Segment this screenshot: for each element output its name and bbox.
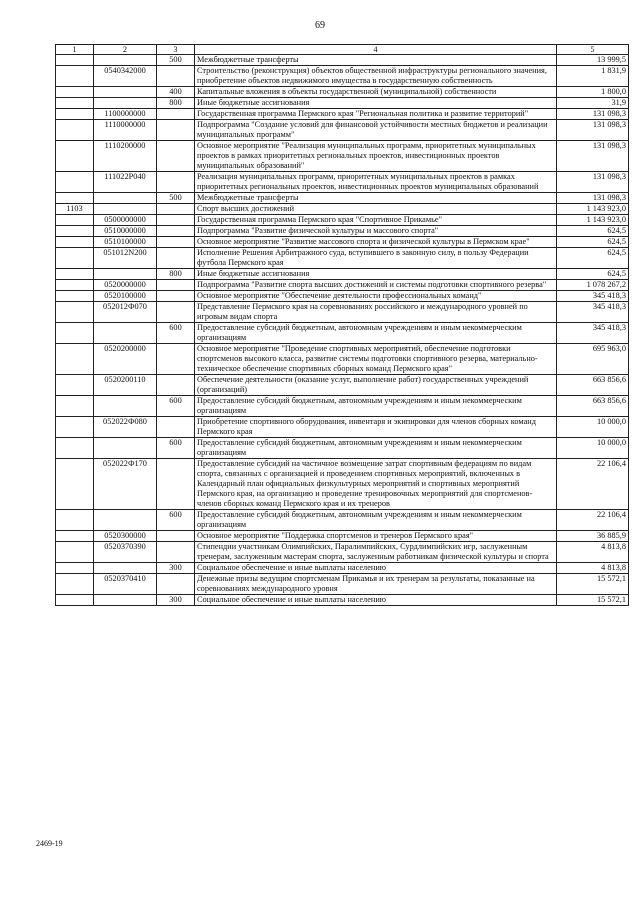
expense-type-cell <box>157 215 195 226</box>
expense-type-cell <box>157 66 195 87</box>
section-code-cell <box>56 109 94 120</box>
target-code-cell: 0510100000 <box>94 237 157 248</box>
amount-cell: 624,5 <box>557 226 629 237</box>
table-row <box>56 302 629 323</box>
header-row <box>56 45 629 55</box>
section-code-cell <box>56 55 94 66</box>
table-row <box>56 291 629 302</box>
target-code-cell: 0510000000 <box>94 226 157 237</box>
item-name-cell: Основное мероприятие "Проведение спортивных мероприятий, обеспечение подготовки спортсменов высокого класса, развитие системы подготовки спортивного резерва, материально-техническое обеспечение спортивных сборных команд Пермского края" <box>195 344 557 375</box>
section-code-cell <box>56 193 94 204</box>
expense-type-cell <box>157 141 195 172</box>
header-cell-section: 1 <box>56 45 94 55</box>
section-code-cell <box>56 417 94 438</box>
expense-type-cell <box>157 280 195 291</box>
item-name-cell: Основное мероприятие "Развитие массового спорта и физической культуры в Пермском крае" <box>195 237 557 248</box>
section-code-cell <box>56 66 94 87</box>
item-name-cell: Социальное обеспечение и иные выплаты населению <box>195 563 557 574</box>
table-row <box>56 204 629 215</box>
section-code-cell <box>56 120 94 141</box>
item-name-cell: Представление Пермского края на соревнованиях российского и международного уровней по игровым видам спорта <box>195 302 557 323</box>
section-code-cell <box>56 459 94 510</box>
item-name-cell: Обеспечение деятельности (оказание услуг, выполнение работ) государственных учреждений (организаций) <box>195 375 557 396</box>
header-cell-type: 3 <box>157 45 195 55</box>
expense-type-cell <box>157 574 195 595</box>
section-code-cell <box>56 438 94 459</box>
target-code-cell: 0520370410 <box>94 574 157 595</box>
item-name-cell: Капитальные вложения в объекты государственной (муниципальной) собственности <box>195 87 557 98</box>
target-code-cell <box>94 438 157 459</box>
amount-cell: 13 999,5 <box>557 55 629 66</box>
target-code-cell: 0520200000 <box>94 344 157 375</box>
expense-type-cell <box>157 109 195 120</box>
expense-type-cell <box>157 417 195 438</box>
target-code-cell: 1100000000 <box>94 109 157 120</box>
amount-cell: 624,5 <box>557 237 629 248</box>
item-name-cell: Строительство (реконструкция) объектов общественной инфраструктуры регионального значения, приобретение объектов недвижимого имущества в государственную собственность <box>195 66 557 87</box>
item-name-cell: Подпрограмма "Развитие спорта высших достижений и системы подготовки спортивного резерва" <box>195 280 557 291</box>
table-row <box>56 98 629 109</box>
table-row <box>56 109 629 120</box>
target-code-cell <box>94 510 157 531</box>
target-code-cell: 052022Ф170 <box>94 459 157 510</box>
item-name-cell: Основное мероприятие "Реализация муниципальных программ, приоритетных муниципальных проектов в рамках приоритетных региональных проектов, инвестиционных проектов муниципальных образований" <box>195 141 557 172</box>
table-row <box>56 280 629 291</box>
item-name-cell: Стипендии участникам Олимпийских, Паралимпийских, Сурдлимпийских игр, заслуженным тренерам, заслуженным мастерам спорта, заслуженным работникам физической культуры и спорта <box>195 542 557 563</box>
amount-cell: 1 831,9 <box>557 66 629 87</box>
item-name-cell: Предоставление субсидий бюджетным, автономным учреждениям и иным некоммерческим организациям <box>195 510 557 531</box>
expense-type-cell <box>157 120 195 141</box>
section-code-cell <box>56 87 94 98</box>
section-code-cell <box>56 172 94 193</box>
item-name-cell: Предоставление субсидий бюджетным, автономным учреждениям и иным некоммерческим организациям <box>195 323 557 344</box>
item-name-cell: Основное мероприятие "Обеспечение деятельности профессиональных команд" <box>195 291 557 302</box>
section-code-cell <box>56 269 94 280</box>
table-row <box>56 87 629 98</box>
amount-cell: 131 098,3 <box>557 172 629 193</box>
table-row <box>56 417 629 438</box>
target-code-cell: 1110200000 <box>94 141 157 172</box>
target-code-cell <box>94 563 157 574</box>
table-row <box>56 120 629 141</box>
item-name-cell: Предоставление субсидий бюджетным, автономным учреждениям и иным некоммерческим организациям <box>195 396 557 417</box>
item-name-cell: Реализация муниципальных программ, приоритетных муниципальных проектов в рамках приоритетных региональных проектов, инвестиционных проектов муниципальных образований <box>195 172 557 193</box>
table-row <box>56 226 629 237</box>
item-name-cell: Предоставление субсидий бюджетным, автономным учреждениям и иным некоммерческим организациям <box>195 438 557 459</box>
table-row <box>56 438 629 459</box>
section-code-cell <box>56 98 94 109</box>
target-code-cell: 0520200110 <box>94 375 157 396</box>
header-cell-name: 4 <box>195 45 557 55</box>
expense-type-cell <box>157 459 195 510</box>
target-code-cell: 0520100000 <box>94 291 157 302</box>
table-row <box>56 237 629 248</box>
item-name-cell: Межбюджетные трансферты <box>195 193 557 204</box>
target-code-cell: 0520300000 <box>94 531 157 542</box>
amount-cell: 624,5 <box>557 269 629 280</box>
target-code-cell <box>94 204 157 215</box>
table-row <box>56 269 629 280</box>
section-code-cell <box>56 291 94 302</box>
section-code-cell <box>56 542 94 563</box>
table-row <box>56 531 629 542</box>
table-row <box>56 55 629 66</box>
amount-cell: 345 418,3 <box>557 302 629 323</box>
table-row <box>56 248 629 269</box>
amount-cell: 663 856,6 <box>557 375 629 396</box>
amount-cell: 624,5 <box>557 248 629 269</box>
target-code-cell <box>94 269 157 280</box>
item-name-cell: Спорт высших достижений <box>195 204 557 215</box>
amount-cell: 15 572,1 <box>557 595 629 606</box>
item-name-cell: Исполнение Решения Арбитражного суда, вступившего в законную силу, в пользу Федерации футбола Пермского края <box>195 248 557 269</box>
target-code-cell <box>94 193 157 204</box>
target-code-cell: 0520000000 <box>94 280 157 291</box>
item-name-cell: Государственная программа Пермского края "Спортивное Прикамье" <box>195 215 557 226</box>
table-row <box>56 459 629 510</box>
header-cell-target: 2 <box>94 45 157 55</box>
expense-type-cell <box>157 237 195 248</box>
table-row <box>56 542 629 563</box>
target-code-cell <box>94 595 157 606</box>
expense-type-cell <box>157 531 195 542</box>
target-code-cell <box>94 323 157 344</box>
expense-type-cell <box>157 172 195 193</box>
section-code-cell <box>56 237 94 248</box>
table-row <box>56 323 629 344</box>
section-code-cell <box>56 563 94 574</box>
amount-cell: 31,9 <box>557 98 629 109</box>
expense-type-cell <box>157 291 195 302</box>
expense-type-cell: 600 <box>157 510 195 531</box>
expense-type-cell <box>157 204 195 215</box>
expense-type-cell <box>157 344 195 375</box>
target-code-cell: 052022Ф080 <box>94 417 157 438</box>
amount-cell: 10 000,0 <box>557 417 629 438</box>
table-row <box>56 141 629 172</box>
amount-cell: 1 800,0 <box>557 87 629 98</box>
item-name-cell: Государственная программа Пермского края "Региональная политика и развитие территорий" <box>195 109 557 120</box>
amount-cell: 4 813,8 <box>557 563 629 574</box>
section-code-cell <box>56 344 94 375</box>
expense-type-cell <box>157 375 195 396</box>
amount-cell: 131 098,3 <box>557 193 629 204</box>
page-number: 69 <box>315 20 325 31</box>
item-name-cell: Межбюджетные трансферты <box>195 55 557 66</box>
expense-type-cell <box>157 302 195 323</box>
amount-cell: 131 098,3 <box>557 109 629 120</box>
amount-cell: 1 143 923,0 <box>557 215 629 226</box>
amount-cell: 22 106,4 <box>557 459 629 510</box>
target-code-cell: 051012N200 <box>94 248 157 269</box>
target-code-cell: 111022P040 <box>94 172 157 193</box>
section-code-cell <box>56 226 94 237</box>
header-cell-amount: 5 <box>557 45 629 55</box>
expense-type-cell: 800 <box>157 269 195 280</box>
amount-cell: 695 963,0 <box>557 344 629 375</box>
expense-type-cell <box>157 248 195 269</box>
section-code-cell: 1103 <box>56 204 94 215</box>
section-code-cell <box>56 280 94 291</box>
amount-cell: 15 572,1 <box>557 574 629 595</box>
table-row <box>56 344 629 375</box>
section-code-cell <box>56 595 94 606</box>
table-row <box>56 375 629 396</box>
target-code-cell: 0500000000 <box>94 215 157 226</box>
section-code-cell <box>56 531 94 542</box>
target-code-cell: 0540342000 <box>94 66 157 87</box>
expense-type-cell <box>157 542 195 563</box>
table-row <box>56 595 629 606</box>
amount-cell: 10 000,0 <box>557 438 629 459</box>
target-code-cell <box>94 98 157 109</box>
item-name-cell: Иные бюджетные ассигнования <box>195 269 557 280</box>
item-name-cell: Предоставление субсидий на частичное возмещение затрат спортивным федерациям по видам спорта, связанных с организацией и проведением спортивных мероприятий, включенных в Календарный план официальных физкультурных мероприятий и спортивных мероприятий Пермского края, на организацию и проведение тренировочных мероприятий для спортсменов-членов сборных команд Пермского края и их тренеров <box>195 459 557 510</box>
document-code: 2469-19 <box>36 839 63 848</box>
target-code-cell <box>94 87 157 98</box>
expense-type-cell: 600 <box>157 323 195 344</box>
table-row <box>56 574 629 595</box>
section-code-cell <box>56 215 94 226</box>
section-code-cell <box>56 141 94 172</box>
expense-type-cell: 600 <box>157 396 195 417</box>
budget-table <box>55 44 629 606</box>
table-row <box>56 172 629 193</box>
section-code-cell <box>56 323 94 344</box>
amount-cell: 345 418,3 <box>557 291 629 302</box>
target-code-cell <box>94 396 157 417</box>
section-code-cell <box>56 375 94 396</box>
amount-cell: 22 106,4 <box>557 510 629 531</box>
amount-cell: 36 885,9 <box>557 531 629 542</box>
section-code-cell <box>56 248 94 269</box>
item-name-cell: Приобретение спортивного оборудования, инвентаря и экипировки для членов сборных команд Пермского края <box>195 417 557 438</box>
amount-cell: 4 813,8 <box>557 542 629 563</box>
section-code-cell <box>56 302 94 323</box>
section-code-cell <box>56 396 94 417</box>
section-code-cell <box>56 574 94 595</box>
amount-cell: 345 418,3 <box>557 323 629 344</box>
target-code-cell: 0520370390 <box>94 542 157 563</box>
amount-cell: 1 078 267,2 <box>557 280 629 291</box>
amount-cell: 131 098,3 <box>557 120 629 141</box>
table-row <box>56 193 629 204</box>
target-code-cell: 052012Ф070 <box>94 302 157 323</box>
expense-type-cell <box>157 226 195 237</box>
table-row <box>56 510 629 531</box>
table-row <box>56 396 629 417</box>
expense-type-cell: 400 <box>157 87 195 98</box>
section-code-cell <box>56 510 94 531</box>
expense-type-cell: 500 <box>157 55 195 66</box>
expense-type-cell: 500 <box>157 193 195 204</box>
item-name-cell: Подпрограмма "Создание условий для финансовой устойчивости местных бюджетов и реализации муниципальных программ" <box>195 120 557 141</box>
item-name-cell: Подпрограмма "Развитие физической культуры и массового спорта" <box>195 226 557 237</box>
target-code-cell: 1110000000 <box>94 120 157 141</box>
amount-cell: 663 856,6 <box>557 396 629 417</box>
expense-type-cell: 300 <box>157 563 195 574</box>
table-row <box>56 215 629 226</box>
item-name-cell: Социальное обеспечение и иные выплаты населению <box>195 595 557 606</box>
expense-type-cell: 800 <box>157 98 195 109</box>
budget-body <box>56 55 629 606</box>
target-code-cell <box>94 55 157 66</box>
expense-type-cell: 300 <box>157 595 195 606</box>
item-name-cell: Основное мероприятие "Поддержка спортсменов и тренеров Пермского края" <box>195 531 557 542</box>
table-row <box>56 66 629 87</box>
table-row <box>56 563 629 574</box>
expense-type-cell: 600 <box>157 438 195 459</box>
amount-cell: 131 098,3 <box>557 141 629 172</box>
item-name-cell: Иные бюджетные ассигнования <box>195 98 557 109</box>
item-name-cell: Денежные призы ведущим спортсменам Прикамья и их тренерам за результаты, показанные на соревнованиях международного уровня <box>195 574 557 595</box>
amount-cell: 1 143 923,0 <box>557 204 629 215</box>
